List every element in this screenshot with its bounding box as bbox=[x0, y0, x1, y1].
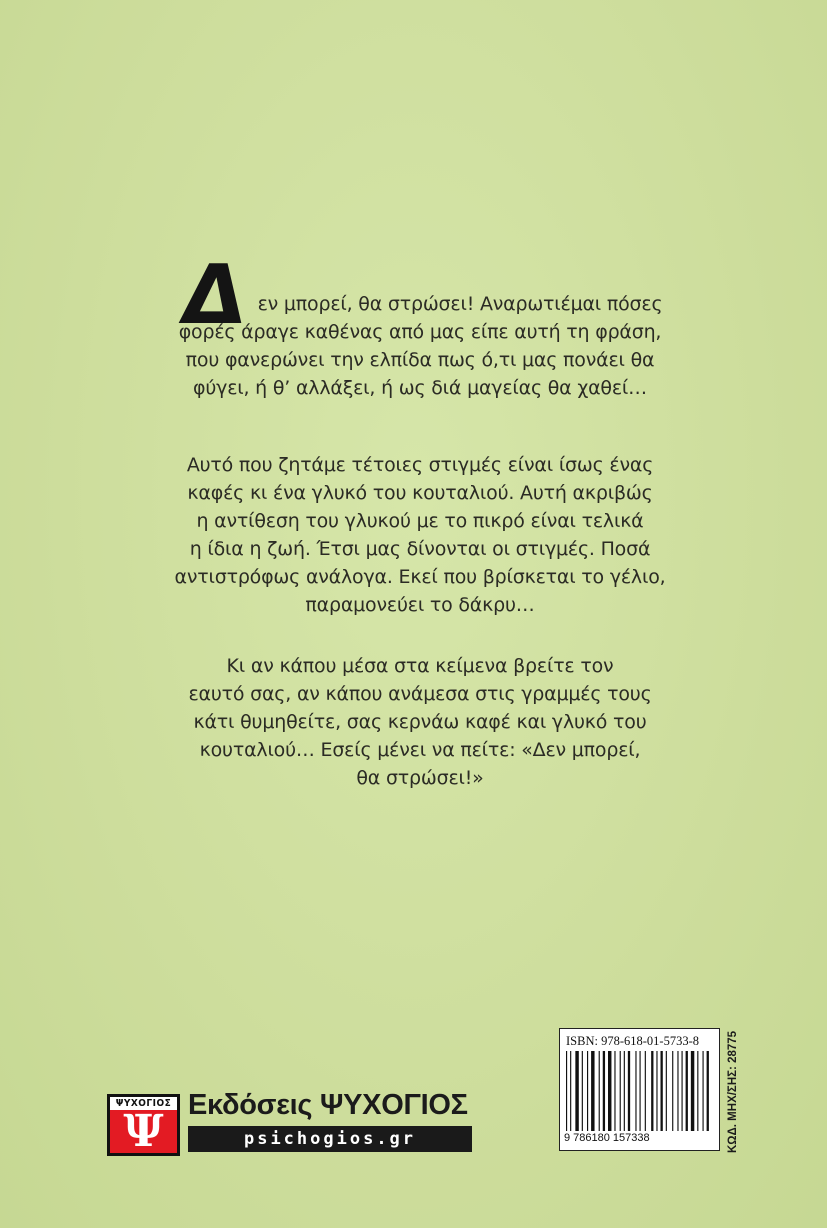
text-line: εν μπορεί, θα στρώσει! Αναρωτιέμαι πόσες bbox=[257, 293, 663, 315]
barcode-bar bbox=[614, 1051, 615, 1131]
barcode-bar bbox=[656, 1051, 657, 1131]
barcode-bar bbox=[672, 1051, 673, 1131]
barcode-digits: 9 786180 157338 bbox=[564, 1132, 650, 1144]
psi-icon: Ψ bbox=[123, 1106, 164, 1157]
text-line: καφές κι ένα γλυκό του κουταλιού. Αυτή ακριβώς bbox=[187, 482, 653, 504]
barcode-bar bbox=[575, 1051, 578, 1131]
barcode-bar bbox=[570, 1051, 571, 1131]
barcode-bar bbox=[661, 1051, 663, 1131]
barcode-bar bbox=[608, 1051, 611, 1131]
text-line: εαυτό σας, αν κάπου ανάμεσα στις γραμμές τους bbox=[188, 683, 652, 705]
barcode-bar bbox=[645, 1051, 646, 1131]
barcode-bar bbox=[651, 1051, 653, 1131]
barcode-bar bbox=[707, 1051, 709, 1131]
paragraph-2 bbox=[150, 451, 690, 619]
isbn-label: ISBN: 978-618-01-5733-8 bbox=[566, 1034, 699, 1048]
logo-wordmark: ΨΥΧΟΓΙΟΣ bbox=[110, 1097, 177, 1110]
text-line: αντιστρόφως ανάλογα. Εκεί που βρίσκεται το γέλιο, bbox=[174, 566, 666, 588]
barcode-bar bbox=[682, 1051, 683, 1131]
barcode-bar bbox=[666, 1051, 667, 1131]
barcode-bar bbox=[624, 1051, 625, 1131]
text-line: που φανερώνει την ελπίδα πως ό,τι μας πονάει θα bbox=[185, 349, 655, 371]
text-line: η αντίθεση του γλυκού με το πικρό είναι τελικά bbox=[196, 510, 644, 532]
barcode-bar bbox=[620, 1051, 621, 1131]
text-line: φορές άραγε καθένας από μας είπε αυτή τη φράση, bbox=[178, 321, 662, 343]
barcode-bar bbox=[582, 1051, 583, 1131]
text-line: Αυτό που ζητάμε τέτοιες στιγμές είναι ίσως ένας bbox=[186, 454, 654, 476]
barcode-bar bbox=[677, 1051, 678, 1131]
text-line: φύγει, ή θ’ αλλάξει, ή ως διά μαγείας θα χαθεί… bbox=[193, 377, 647, 399]
barcode-bar bbox=[566, 1051, 567, 1131]
text-line: παραμονεύει το δάκρυ… bbox=[305, 594, 535, 616]
drop-cap-letter: Δ bbox=[175, 248, 253, 343]
publisher-name: Εκδόσεις ΨΥΧΟΓΙΟΣ bbox=[188, 1089, 468, 1121]
publisher-logo bbox=[107, 1094, 180, 1156]
barcode-bar bbox=[603, 1051, 605, 1131]
barcode-bar bbox=[587, 1051, 588, 1131]
text-line: θα στρώσει!» bbox=[356, 767, 484, 789]
product-code: ΚΩΔ. ΜΗΧ/ΣΗΣ: 28775 bbox=[727, 1030, 739, 1153]
barcode-bar bbox=[703, 1051, 704, 1131]
publisher-website: psichogios.gr bbox=[188, 1126, 472, 1152]
text-line: κάτι θυμηθείτε, σας κερνάω καφέ και γλυκό του bbox=[193, 711, 647, 733]
text-line: κουταλιού… Εσείς μένει να πείτε: «Δεν μπορεί, bbox=[199, 739, 641, 761]
paragraph-3 bbox=[150, 652, 690, 792]
barcode bbox=[559, 1028, 720, 1151]
text-line: η ίδια η ζωή. Έτσι μας δίνονται οι στιγμές. Ποσά bbox=[189, 538, 651, 560]
barcode-bars bbox=[566, 1051, 714, 1131]
paragraph-1 bbox=[150, 290, 690, 402]
barcode-bar bbox=[640, 1051, 641, 1131]
barcode-bar bbox=[628, 1051, 630, 1131]
barcode-bar bbox=[591, 1051, 594, 1131]
barcode-bar bbox=[691, 1051, 694, 1131]
barcode-bar bbox=[697, 1051, 698, 1131]
text-line: Κι αν κάπου μέσα στα κείμενα βρείτε τον bbox=[226, 655, 614, 677]
barcode-bar bbox=[599, 1051, 600, 1131]
barcode-bar bbox=[635, 1051, 636, 1131]
barcode-bar bbox=[686, 1051, 688, 1131]
